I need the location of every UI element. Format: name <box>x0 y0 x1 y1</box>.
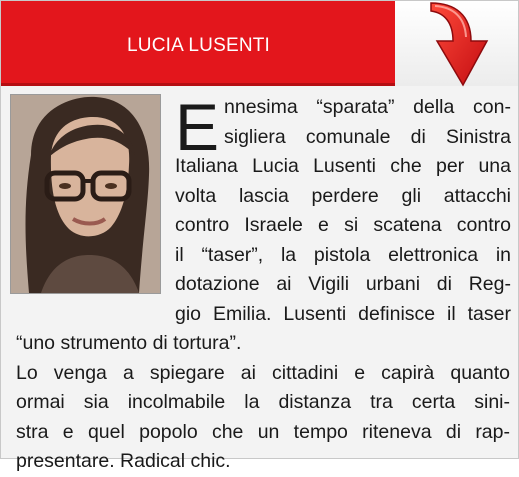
drop-cap: E <box>175 90 220 164</box>
header-title: LUCIA LUSENTI <box>127 35 271 56</box>
text-line: nnesima “sparata” della con- <box>224 96 511 118</box>
text-line: “uno strumento di tortura”. <box>16 332 242 354</box>
text-line: volta lascia perdere gli attacchi <box>175 184 511 207</box>
text-line: il “taser”, la pistola elettronica in <box>175 243 511 266</box>
portrait-photo <box>10 94 161 294</box>
text-line: gio Emilia. Lusenti definisce il taser <box>175 302 511 325</box>
article-text-full <box>16 329 510 477</box>
portrait-illustration <box>11 95 160 293</box>
down-arrow-icon <box>425 1 497 89</box>
article-text-right <box>175 90 511 329</box>
text-line: Italiana Lucia Lusenti che per una <box>175 155 511 177</box>
text-line: contro Israele e si scatena contro <box>175 214 511 236</box>
text-line: stra e quel popolo che un tempo riteneva di rap- <box>16 420 510 443</box>
text-line: presentare. Radical chic. <box>16 450 231 472</box>
text-line: ormai sia incolmabile la distanza tra certa sini- <box>16 391 510 413</box>
text-line: sigliera comunale di Sinistra <box>224 125 511 148</box>
text-line: Lo venga a spiegare ai cittadini e capirà quanto <box>16 361 510 384</box>
text-line: dotazione ai Vigili urbani di Reg- <box>175 273 511 295</box>
header-bar <box>1 1 395 86</box>
